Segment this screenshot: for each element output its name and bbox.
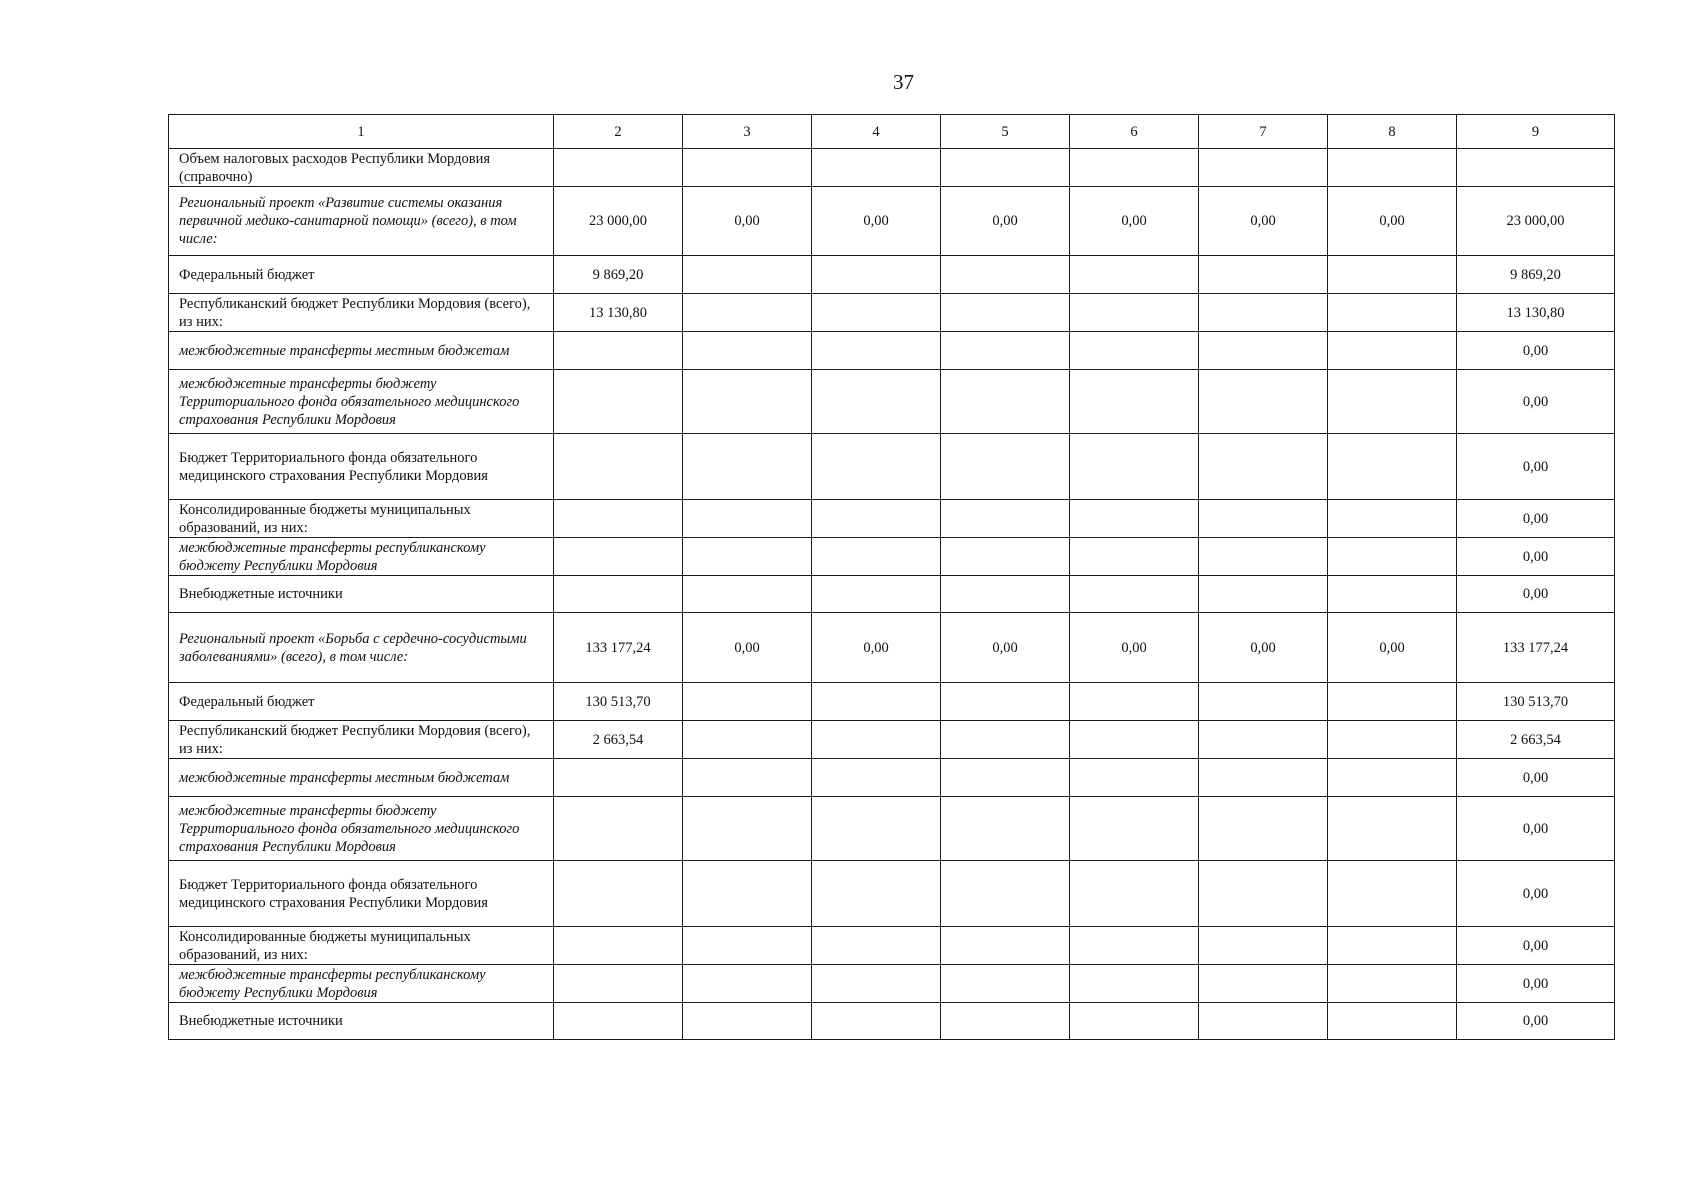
table-row — [169, 332, 1615, 370]
table-row — [169, 370, 1615, 434]
value-cell — [941, 759, 1070, 797]
value-cell: 0,00 — [1328, 187, 1457, 256]
value-cell — [1199, 721, 1328, 759]
table-row — [169, 149, 1615, 187]
value-cell: 0,00 — [1070, 187, 1199, 256]
value-cell — [554, 500, 683, 538]
value-cell: 0,00 — [1457, 576, 1615, 613]
table-row — [169, 683, 1615, 721]
value-cell: 0,00 — [1457, 1003, 1615, 1040]
value-cell — [1328, 683, 1457, 721]
value-cell — [1070, 1003, 1199, 1040]
table-body — [169, 149, 1615, 1040]
value-cell — [1070, 256, 1199, 294]
value-cell — [1328, 721, 1457, 759]
value-cell: 9 869,20 — [554, 256, 683, 294]
row-label: Республиканский бюджет Республики Мордовия (всего), из них: — [169, 294, 554, 332]
value-cell — [554, 759, 683, 797]
row-label: Бюджет Территориального фонда обязательного медицинского страхования Республики Мордовия — [169, 434, 554, 500]
column-number-header: 5 — [941, 115, 1070, 149]
value-cell — [1070, 759, 1199, 797]
value-cell — [1328, 965, 1457, 1003]
value-cell — [1070, 861, 1199, 927]
value-cell — [941, 370, 1070, 434]
row-label: межбюджетные трансферты местным бюджетам — [169, 759, 554, 797]
value-cell — [941, 434, 1070, 500]
value-cell — [1199, 759, 1328, 797]
value-cell: 23 000,00 — [554, 187, 683, 256]
row-label: Республиканский бюджет Республики Мордовия (всего), из них: — [169, 721, 554, 759]
value-cell: 0,00 — [1457, 370, 1615, 434]
value-cell — [812, 370, 941, 434]
value-cell: 0,00 — [941, 613, 1070, 683]
table-row — [169, 759, 1615, 797]
value-cell — [941, 576, 1070, 613]
column-number-header: 2 — [554, 115, 683, 149]
value-cell — [1328, 576, 1457, 613]
value-cell — [1070, 721, 1199, 759]
value-cell: 0,00 — [1457, 927, 1615, 965]
column-number-header: 3 — [683, 115, 812, 149]
value-cell — [1328, 332, 1457, 370]
value-cell — [683, 1003, 812, 1040]
table-row — [169, 965, 1615, 1003]
value-cell — [941, 332, 1070, 370]
value-cell: 13 130,80 — [1457, 294, 1615, 332]
value-cell — [1199, 332, 1328, 370]
value-cell — [1199, 538, 1328, 576]
value-cell — [1328, 927, 1457, 965]
value-cell — [812, 1003, 941, 1040]
row-label: межбюджетные трансферты республиканскому бюджету Республики Мордовия — [169, 965, 554, 1003]
column-number-header: 6 — [1070, 115, 1199, 149]
value-cell — [1070, 538, 1199, 576]
value-cell: 0,00 — [683, 187, 812, 256]
value-cell: 0,00 — [1328, 613, 1457, 683]
table-row — [169, 927, 1615, 965]
value-cell — [941, 797, 1070, 861]
value-cell — [941, 1003, 1070, 1040]
row-label: Региональный проект «Развитие системы оказания первичной медико-санитарной помощи» (всего), в том числе: — [169, 187, 554, 256]
value-cell — [1070, 370, 1199, 434]
row-label: Объем налоговых расходов Республики Мордовия (справочно) — [169, 149, 554, 187]
value-cell — [554, 434, 683, 500]
value-cell — [1070, 797, 1199, 861]
value-cell — [1457, 149, 1615, 187]
column-number-header: 7 — [1199, 115, 1328, 149]
value-cell — [1199, 576, 1328, 613]
value-cell — [1199, 797, 1328, 861]
value-cell — [1199, 149, 1328, 187]
value-cell — [683, 797, 812, 861]
value-cell — [812, 332, 941, 370]
column-number-row — [169, 115, 1615, 149]
value-cell — [683, 500, 812, 538]
value-cell — [1070, 434, 1199, 500]
value-cell — [812, 434, 941, 500]
value-cell — [683, 965, 812, 1003]
value-cell — [1199, 683, 1328, 721]
value-cell — [1328, 370, 1457, 434]
value-cell — [683, 861, 812, 927]
row-label: Федеральный бюджет — [169, 683, 554, 721]
column-number-header: 9 — [1457, 115, 1615, 149]
value-cell — [1328, 797, 1457, 861]
value-cell — [1199, 256, 1328, 294]
row-label: Внебюджетные источники — [169, 576, 554, 613]
page-number: 37 — [893, 70, 914, 94]
budget-table — [168, 114, 1615, 1040]
value-cell — [554, 1003, 683, 1040]
row-label: межбюджетные трансферты бюджету Территориального фонда обязательного медицинского страхования Республики Мордовия — [169, 797, 554, 861]
value-cell — [683, 538, 812, 576]
value-cell — [683, 434, 812, 500]
value-cell — [683, 294, 812, 332]
value-cell — [941, 721, 1070, 759]
table-row — [169, 538, 1615, 576]
value-cell: 2 663,54 — [1457, 721, 1615, 759]
value-cell: 0,00 — [683, 613, 812, 683]
value-cell — [812, 149, 941, 187]
value-cell — [554, 538, 683, 576]
value-cell — [683, 370, 812, 434]
value-cell — [683, 576, 812, 613]
value-cell — [683, 256, 812, 294]
value-cell — [941, 927, 1070, 965]
value-cell — [1328, 861, 1457, 927]
value-cell — [812, 500, 941, 538]
row-label: Внебюджетные источники — [169, 1003, 554, 1040]
table-row — [169, 613, 1615, 683]
value-cell: 0,00 — [941, 187, 1070, 256]
value-cell — [554, 797, 683, 861]
value-cell: 0,00 — [1457, 332, 1615, 370]
row-label: межбюджетные трансферты республиканскому бюджету Республики Мордовия — [169, 538, 554, 576]
value-cell: 0,00 — [1457, 965, 1615, 1003]
value-cell — [554, 149, 683, 187]
value-cell — [1328, 538, 1457, 576]
value-cell — [812, 861, 941, 927]
value-cell — [554, 965, 683, 1003]
column-number-header: 4 — [812, 115, 941, 149]
value-cell — [1328, 1003, 1457, 1040]
row-label: Федеральный бюджет — [169, 256, 554, 294]
value-cell — [1199, 1003, 1328, 1040]
value-cell — [812, 256, 941, 294]
value-cell: 0,00 — [812, 613, 941, 683]
value-cell — [812, 683, 941, 721]
value-cell — [941, 965, 1070, 1003]
value-cell — [1070, 294, 1199, 332]
value-cell — [941, 861, 1070, 927]
table-row — [169, 1003, 1615, 1040]
value-cell — [941, 683, 1070, 721]
table-row — [169, 434, 1615, 500]
row-label: Консолидированные бюджеты муниципальных образований, из них: — [169, 927, 554, 965]
value-cell — [941, 149, 1070, 187]
value-cell — [683, 759, 812, 797]
row-label: межбюджетные трансферты бюджету Территориального фонда обязательного медицинского страхования Республики Мордовия — [169, 370, 554, 434]
value-cell: 0,00 — [1457, 759, 1615, 797]
value-cell: 0,00 — [1457, 797, 1615, 861]
value-cell — [941, 294, 1070, 332]
value-cell — [812, 294, 941, 332]
row-label: Консолидированные бюджеты муниципальных образований, из них: — [169, 500, 554, 538]
value-cell — [1199, 965, 1328, 1003]
value-cell — [554, 927, 683, 965]
value-cell: 2 663,54 — [554, 721, 683, 759]
value-cell — [941, 500, 1070, 538]
value-cell: 133 177,24 — [1457, 613, 1615, 683]
table-row — [169, 500, 1615, 538]
row-label: Бюджет Территориального фонда обязательного медицинского страхования Республики Мордовия — [169, 861, 554, 927]
table-row — [169, 294, 1615, 332]
value-cell — [812, 538, 941, 576]
table-row — [169, 576, 1615, 613]
value-cell: 0,00 — [1199, 187, 1328, 256]
value-cell — [554, 370, 683, 434]
value-cell — [1199, 500, 1328, 538]
value-cell — [683, 332, 812, 370]
value-cell: 0,00 — [1070, 613, 1199, 683]
value-cell: 130 513,70 — [1457, 683, 1615, 721]
value-cell — [1070, 332, 1199, 370]
value-cell — [812, 797, 941, 861]
value-cell — [1070, 149, 1199, 187]
value-cell — [1328, 149, 1457, 187]
column-number-header: 1 — [169, 115, 554, 149]
value-cell: 0,00 — [812, 187, 941, 256]
value-cell — [554, 332, 683, 370]
value-cell — [683, 721, 812, 759]
table-row — [169, 256, 1615, 294]
value-cell — [554, 861, 683, 927]
value-cell — [812, 927, 941, 965]
value-cell: 0,00 — [1457, 538, 1615, 576]
value-cell — [1199, 370, 1328, 434]
value-cell — [1199, 434, 1328, 500]
table-row — [169, 721, 1615, 759]
value-cell: 9 869,20 — [1457, 256, 1615, 294]
row-label: межбюджетные трансферты местным бюджетам — [169, 332, 554, 370]
value-cell: 0,00 — [1457, 434, 1615, 500]
value-cell — [683, 683, 812, 721]
value-cell — [1070, 500, 1199, 538]
value-cell — [683, 927, 812, 965]
value-cell — [1070, 927, 1199, 965]
value-cell: 0,00 — [1457, 861, 1615, 927]
value-cell — [1199, 861, 1328, 927]
value-cell: 133 177,24 — [554, 613, 683, 683]
value-cell — [1070, 576, 1199, 613]
value-cell — [1328, 434, 1457, 500]
value-cell — [941, 538, 1070, 576]
table-row — [169, 187, 1615, 256]
value-cell: 13 130,80 — [554, 294, 683, 332]
value-cell — [1199, 927, 1328, 965]
value-cell — [1070, 965, 1199, 1003]
table-row — [169, 797, 1615, 861]
value-cell — [683, 149, 812, 187]
value-cell — [812, 576, 941, 613]
value-cell — [1328, 256, 1457, 294]
value-cell — [1328, 294, 1457, 332]
column-number-header: 8 — [1328, 115, 1457, 149]
value-cell — [1070, 683, 1199, 721]
value-cell — [812, 965, 941, 1003]
table-row — [169, 861, 1615, 927]
value-cell — [1328, 500, 1457, 538]
value-cell — [812, 721, 941, 759]
value-cell: 23 000,00 — [1457, 187, 1615, 256]
value-cell — [1199, 294, 1328, 332]
value-cell — [941, 256, 1070, 294]
value-cell: 0,00 — [1199, 613, 1328, 683]
value-cell — [554, 576, 683, 613]
value-cell — [812, 759, 941, 797]
row-label: Региональный проект «Борьба с сердечно-сосудистыми заболеваниями» (всего), в том числе: — [169, 613, 554, 683]
value-cell: 0,00 — [1457, 500, 1615, 538]
value-cell: 130 513,70 — [554, 683, 683, 721]
value-cell — [1328, 759, 1457, 797]
